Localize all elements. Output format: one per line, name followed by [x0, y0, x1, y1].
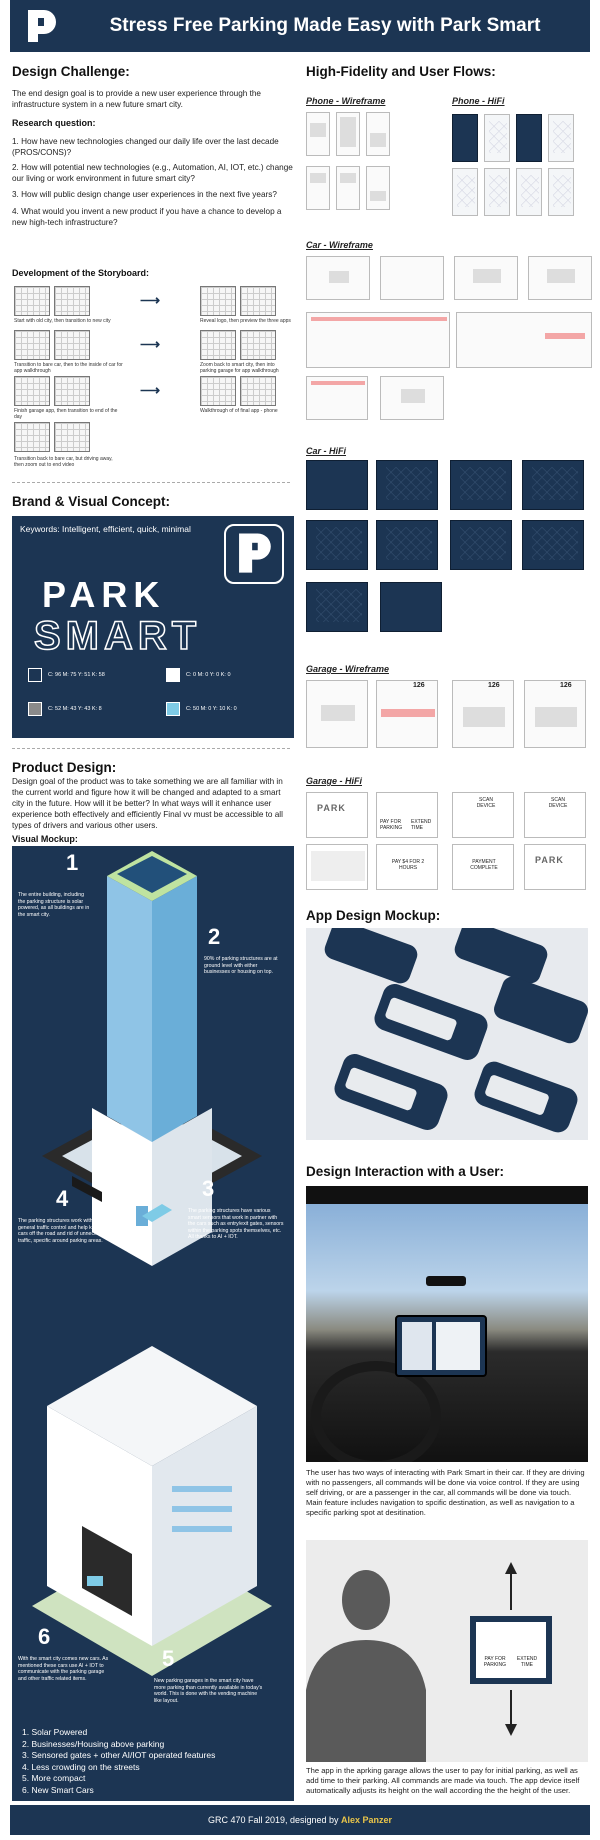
callout-text: 90% of parking structures are at ground level with either businesses or housing on top.: [204, 956, 278, 975]
storyboard-frame: [240, 330, 276, 360]
storyboard-frame: [14, 422, 50, 452]
feature-item: 2. Businesses/Housing above parking: [22, 1738, 165, 1749]
car-hifi-label: Car - HiFi: [306, 446, 347, 456]
callout-number: 5: [162, 1646, 175, 1671]
phone-hifi-label: Phone - HiFi: [452, 96, 505, 106]
garage-hifi-logo: PARK: [317, 803, 346, 813]
swatch-label: C: 52 M: 43 Y: 43 K: 8: [48, 706, 102, 712]
payment-complete-label: PAYMENT COMPLETE: [470, 859, 498, 871]
swatch-label: C: 96 M: 75 Y: 51 K: 58: [48, 672, 105, 678]
feature-item: 3. Sensored gates + other AI/IOT operated features: [22, 1750, 216, 1760]
car-wireframe-screen: [306, 312, 450, 368]
garage-kiosk-photo: [306, 1540, 588, 1762]
storyboard-caption: Start with old city, then transition to new city: [14, 318, 111, 324]
brand-wordmark-park: PARK: [42, 574, 166, 615]
arrow-right-icon: ⟶: [140, 382, 161, 398]
car-wireframe-screen: [456, 312, 592, 368]
product-heading: Product Design:: [12, 760, 117, 775]
storyboard-caption: Transition back to bare car, but driving away, then zoom out to end video: [14, 456, 113, 468]
car-wireframe-screen: [528, 256, 592, 300]
page-footer: [10, 1805, 590, 1835]
car-wireframe-screen: [306, 376, 368, 420]
garage-wireframe-screen: [452, 680, 514, 748]
car-hifi-screen: [450, 460, 512, 510]
color-swatch: [28, 668, 42, 682]
storyboard-frame: [54, 286, 90, 316]
phone-hifi-screen: [484, 114, 510, 162]
car-hifi-screen: [380, 582, 442, 632]
car-hifi-screen: [522, 520, 584, 570]
garage-hifi-screen: [306, 844, 368, 890]
section-divider: [12, 748, 290, 749]
phone-wireframe-screen: [336, 166, 360, 210]
interaction-heading: Design Interaction with a User:: [306, 1164, 505, 1179]
garage-wireframe-screen: [306, 680, 368, 748]
storyboard-frame: [14, 376, 50, 406]
designer-name: Alex Panzer: [341, 1815, 393, 1825]
extend-time-label: EXTEND TIME: [411, 819, 432, 831]
storyboard-caption: Transition to bare car, then to the inside of car for app walkthrough: [14, 362, 123, 374]
car-hifi-screen: [376, 520, 438, 570]
garage-hifi-screen: [376, 844, 438, 890]
garage-hifi-screen: [524, 844, 586, 890]
page-title: Stress Free Parking Made Easy with Park Smart: [109, 15, 541, 36]
challenge-intro: The end design goal is to provide a new user experience through the infrastructure system in a new future smart city.: [12, 89, 261, 109]
garage-hifi-screen: [306, 792, 368, 838]
storyboard-frame: [200, 376, 236, 406]
phone-wireframe-label: Phone - Wireframe: [306, 96, 386, 106]
garage-count: 126: [488, 682, 500, 689]
feature-list: [22, 1727, 215, 1796]
flows-heading: High-Fidelity and User Flows:: [306, 64, 496, 79]
storyboard-frame: [54, 376, 90, 406]
garage-hifi-screen: [376, 792, 438, 838]
car-hifi-screen: [306, 460, 368, 510]
callout-text: With the smart city comes new cars. As mentioned these cars use AI + IOT to communicate with the parking garage and other traffic related items.: [18, 1656, 109, 1682]
scan-device-label: SCAN DEVICE: [476, 797, 496, 809]
research-heading: Research question:: [12, 118, 96, 128]
mockup-heading: Visual Mockup:: [12, 834, 78, 844]
phone-mockups-illustration: [306, 928, 588, 1140]
kiosk-pay-label: PAY FOR PARKING: [483, 1656, 507, 1668]
footer-credit: GRC 470 Fall 2019, designed by: [207, 1815, 342, 1825]
callout-text: The entire building, including the parking structure is solar powered, as all buildings are in the smart city.: [18, 892, 90, 918]
brand-keywords: Keywords: Intelligent, efficient, quick, minimal: [20, 524, 191, 534]
research-question-1: 1. How have new technologies changed our daily life over the last decade (PROS/CONS)?: [12, 137, 279, 157]
park-smart-logo-icon: [24, 8, 58, 44]
phone-hifi-screen: [452, 168, 478, 216]
car-wireframe-screen: [380, 376, 444, 420]
feature-item: 5. More compact: [22, 1773, 86, 1783]
storyboard-caption: Finish garage app, then transition to end of the day: [14, 408, 118, 420]
car-interaction-text: The user has two ways of interacting with Park Smart in their car. If they are driving with no passengers, all commands will be done via voice control. If they are using self driving, or are a passenger in the car, all commands will be done via touch. Main feature includes navigation to spcific destination, as well as navigation to a specific parking spot at desitination.: [306, 1468, 585, 1517]
car-hifi-screen: [522, 460, 584, 510]
phone-wireframe-screen: [306, 166, 330, 210]
car-wireframe-screen: [454, 256, 518, 300]
storyboard-caption: Walkthrough of of final app - phone: [200, 408, 278, 414]
brand-panel: [12, 516, 294, 738]
swatch-label: C: 0 M: 0 Y: 0 K: 0: [186, 672, 231, 678]
garage-hifi-screen: [524, 792, 586, 838]
storyboard-frame: [240, 286, 276, 316]
storyboard-frame: [200, 286, 236, 316]
storyboard-frame: [240, 376, 276, 406]
phone-hifi-screen: [548, 168, 574, 216]
arrow-right-icon: ⟶: [140, 292, 161, 308]
phone-wireframe-screen: [366, 166, 390, 210]
storyboard-frame: [200, 330, 236, 360]
phone-wireframe-screen: [306, 112, 330, 156]
research-question-3: 3. How will public design change user experiences in the next five years?: [12, 190, 277, 199]
garage-hifi-label: Garage - HiFi: [306, 776, 363, 786]
car-hifi-screen: [376, 460, 438, 510]
park-smart-app-icon: [224, 524, 284, 584]
pay-for-parking-label: PAY FOR PARKING: [380, 819, 403, 831]
phone-hifi-screen: [484, 168, 510, 216]
car-interior-photo: [306, 1186, 588, 1462]
storyboard-caption: Reveal logo, then preview the three apps: [200, 318, 291, 324]
garage-count: 126: [413, 682, 425, 689]
garage-wireframe-label: Garage - Wireframe: [306, 664, 389, 674]
app-mockup-photo: [306, 928, 588, 1140]
callout-number: 6: [38, 1624, 51, 1649]
pay-hours-label: PAY $4 FOR 2 HOURS: [391, 859, 425, 871]
app-mockup-heading: App Design Mockup:: [306, 908, 441, 923]
phone-hifi-screen: [548, 114, 574, 162]
car-wireframe-screen: [306, 256, 370, 300]
storyboard-frame: [54, 422, 90, 452]
storyboard-frame: [14, 330, 50, 360]
research-question-4: 4. What would you invent a new product if you have a chance to develop a new high-tech infrastructure?: [12, 207, 282, 227]
garage-count: 126: [560, 682, 572, 689]
garage-hifi-screen: [452, 844, 514, 890]
kiosk-extend-label: EXTEND TIME: [516, 1656, 538, 1668]
callout-number: 4: [56, 1186, 69, 1211]
car-hifi-screen: [306, 582, 368, 632]
phone-hifi-screen: [516, 168, 542, 216]
garage-wireframe-screen: [524, 680, 586, 748]
person-silhouette-illustration: [306, 1540, 588, 1762]
callout-text: The parking structures have various smart sensors that work in partner with the cars such as entry/exit gates, sensors within the parking spots themselves, etc. All thanks to AI + IOT.: [188, 1208, 284, 1240]
color-swatch: [166, 702, 180, 716]
brand-heading: Brand & Visual Concept:: [12, 494, 171, 509]
section-divider: [12, 482, 290, 483]
garage-hifi-screen: [452, 792, 514, 838]
research-question-2: 2. How will potential new technologies (e.g., Automation, AI, IOT, etc.) change our living or work environment in future smart city?: [12, 163, 293, 183]
garage-interaction-text: The app in the aprking garage allows the user to pay for initial parking, as well as add time to their parking. All commands are made via touch. The app device itself automatically adjusts its height on the wall according the the height of the user.: [306, 1766, 580, 1795]
storyboard-heading: Development of the Storyboard:: [12, 268, 150, 278]
feature-item: 1. Solar Powered: [22, 1727, 88, 1737]
garage-wireframe-screen: [376, 680, 438, 748]
swatch-label: C: 50 M: 0 Y: 10 K: 0: [186, 706, 237, 712]
callout-number: 2: [208, 924, 221, 949]
storyboard-frame: [54, 330, 90, 360]
arrow-right-icon: ⟶: [140, 336, 161, 352]
car-dashboard-illustration: [306, 1186, 588, 1462]
feature-item: 4. Less crowding on the streets: [22, 1761, 140, 1772]
callout-text: The parking structures work with general traffic control and help keep cars off the road and rid of unnecessary traffic, specific around parking areas.: [18, 1218, 110, 1244]
car-hifi-screen: [306, 520, 368, 570]
design-challenge-heading: Design Challenge:: [12, 64, 130, 79]
car-hifi-screen: [450, 520, 512, 570]
phone-hifi-screen: [452, 114, 478, 162]
feature-item: 6. New Smart Cars: [22, 1784, 94, 1795]
brand-wordmark-smart: SMART: [34, 614, 202, 658]
product-text: Design goal of the product was to take something we are all familiar with in the current world and figure how it will be changed and adapted to a smart city in the future. How will it be better? In what ways will it enhance user experience both effectively and efficiently Final vv must be accessible to all types of drivers and various other users.: [12, 777, 283, 830]
color-swatch: [166, 668, 180, 682]
scan-device-label: SCAN DEVICE: [548, 797, 568, 809]
phone-wireframe-screen: [336, 112, 360, 156]
visual-mockup-panel: [12, 846, 294, 1801]
garage-hifi-logo: PARK: [535, 855, 564, 865]
callout-number: 3: [202, 1176, 215, 1201]
color-swatch: [28, 702, 42, 716]
car-wireframe-label: Car - Wireframe: [306, 240, 373, 250]
car-wireframe-screen: [380, 256, 444, 300]
phone-hifi-screen: [516, 114, 542, 162]
callout-text: New parking garages in the smart city have more parking than currently available in today's world. This is done with the vending machine like layout.: [154, 1678, 263, 1704]
storyboard-caption: Zoom back to smart city, then into parking garage for app walkthrough: [200, 362, 279, 374]
page-header: [10, 0, 590, 52]
storyboard-frame: [14, 286, 50, 316]
callout-number: 1: [66, 850, 79, 875]
phone-wireframe-screen: [366, 112, 390, 156]
